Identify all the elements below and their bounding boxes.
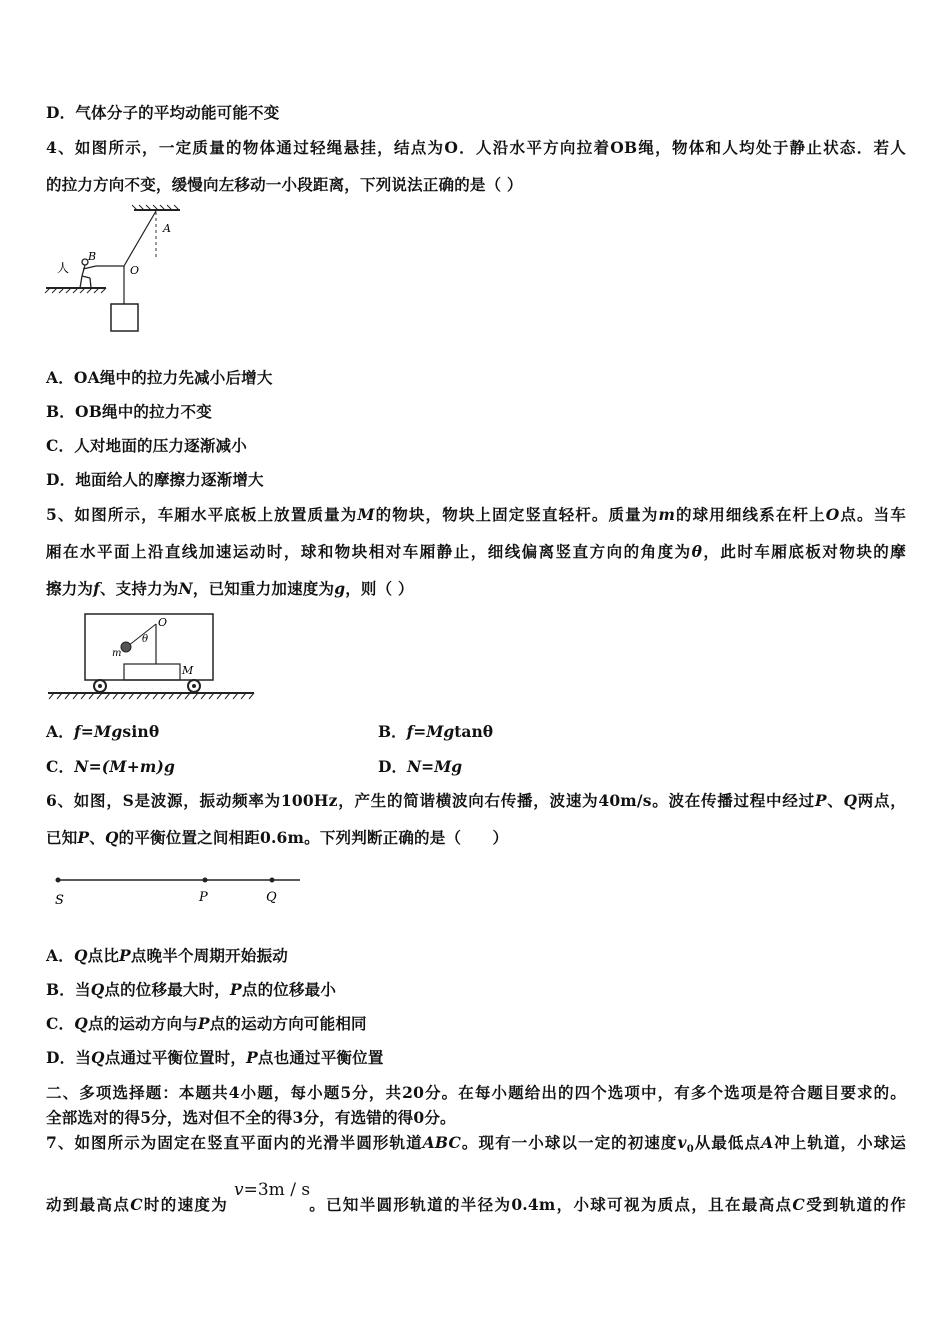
q5-option-c: C．N=(M+m)g [46,757,176,776]
q4-option-c: C．人对地面的压力逐渐减小 [46,436,247,455]
q4-fig-label-o: O [130,264,140,277]
q7-stem-line1: 7、如图所示为固定在竖直平面内的光滑半圆形轨道ABC。现有一小球以一定的初速度$v_0$从最低点A冲上轨道，小球运 [46,1133,906,1156]
q6-fig-label-q: Q [266,890,277,905]
q6-figure [50,868,304,910]
q4-fig-person-label: 人 [57,261,70,275]
q4-option-b: B．OB绳中的拉力不变 [46,402,212,421]
q5-fig-label-m: m [112,648,122,659]
q5-fig-label-M: M [182,664,194,677]
q5-stem-line3: 擦力为f、支持力为N，已知重力加速度为g，则（ ） [46,579,414,598]
q4-fig-label-b: B [88,250,97,263]
q5-stem-line2: 厢在水平面上沿直线加速运动时，球和物块相对车厢静止，细线偏离竖直方向的角度为θ，此时车厢底板对物块的摩 [46,542,906,561]
q3-option-d: D．气体分子的平均动能可能不变 [46,103,280,122]
q6-option-c: C．Q点的运动方向与P点的运动方向可能相同 [46,1014,367,1033]
q4-fig-label-a: A [163,222,171,235]
q5-fig-label-theta: θ [142,634,149,645]
q6-option-a: A．Q点比P点晚半个周期开始振动 [46,946,288,965]
q7-stem-line2: 动到最高点C时的速度为 。已知半圆形轨道的半径为0.4m，小球可视为质点，且在最高点C受到轨道的作 [46,1195,906,1214]
section2-heading-line1: 二、多项选择题：本题共4小题，每小题5分，共20分。在每小题给出的四个选项中，有多个选项是符合题目要求的。 [46,1083,906,1102]
q6-fig-label-s: S [55,893,64,908]
q5-figure [46,610,258,704]
q6-stem-line1: 6、如图，S是波源，振动频率为100Hz，产生的简谐横波向右传播，波速为40m/s。波在传播过程中经过P、Q两点， [46,791,907,810]
q5-fig-label-o: O [158,616,168,629]
q4-figure [44,204,184,338]
q6-option-b: B．当Q点的位移最大时，P点的位移最小 [46,980,337,999]
q6-stem-line2: 已知P、Q的平衡位置之间相距0.6m。下列判断正确的是（ ） [46,828,509,847]
q4-stem-line2: 的拉力方向不变，缓慢向左移动一小段距离，下列说法正确的是（ ） [46,175,523,194]
q4-option-a: A．OA绳中的拉力先减小后增大 [46,368,273,387]
section2-heading-line2: 全部选对的得5分，选对但不全的得3分，有选错的得0分。 [46,1108,456,1127]
q6-fig-label-p: P [199,890,208,905]
q6-option-d: D．当Q点通过平衡位置时，P点也通过平衡位置 [46,1048,384,1067]
q5-option-b: B．f=Mgtanθ [378,722,494,741]
q5-option-a: A．f=Mgsinθ [46,722,160,741]
person-icon [80,259,96,288]
q4-stem-line1: 4、如图所示，一定质量的物体通过轻绳悬挂，结点为O．人沿水平方向拉着OB绳，物体和人均处于静止状态．若人 [46,138,906,157]
q5-option-d: D．N=Mg [378,757,463,776]
q5-stem-line1: 5、如图所示，车厢水平底板上放置质量为M的物块，物块上固定竖直轻杆。质量为m的球用细线系在杆上O点。当车 [46,505,906,524]
q4-option-d: D．地面给人的摩擦力逐渐增大 [46,470,264,489]
q7-velocity-formula: v=3m / s [234,1180,311,1200]
